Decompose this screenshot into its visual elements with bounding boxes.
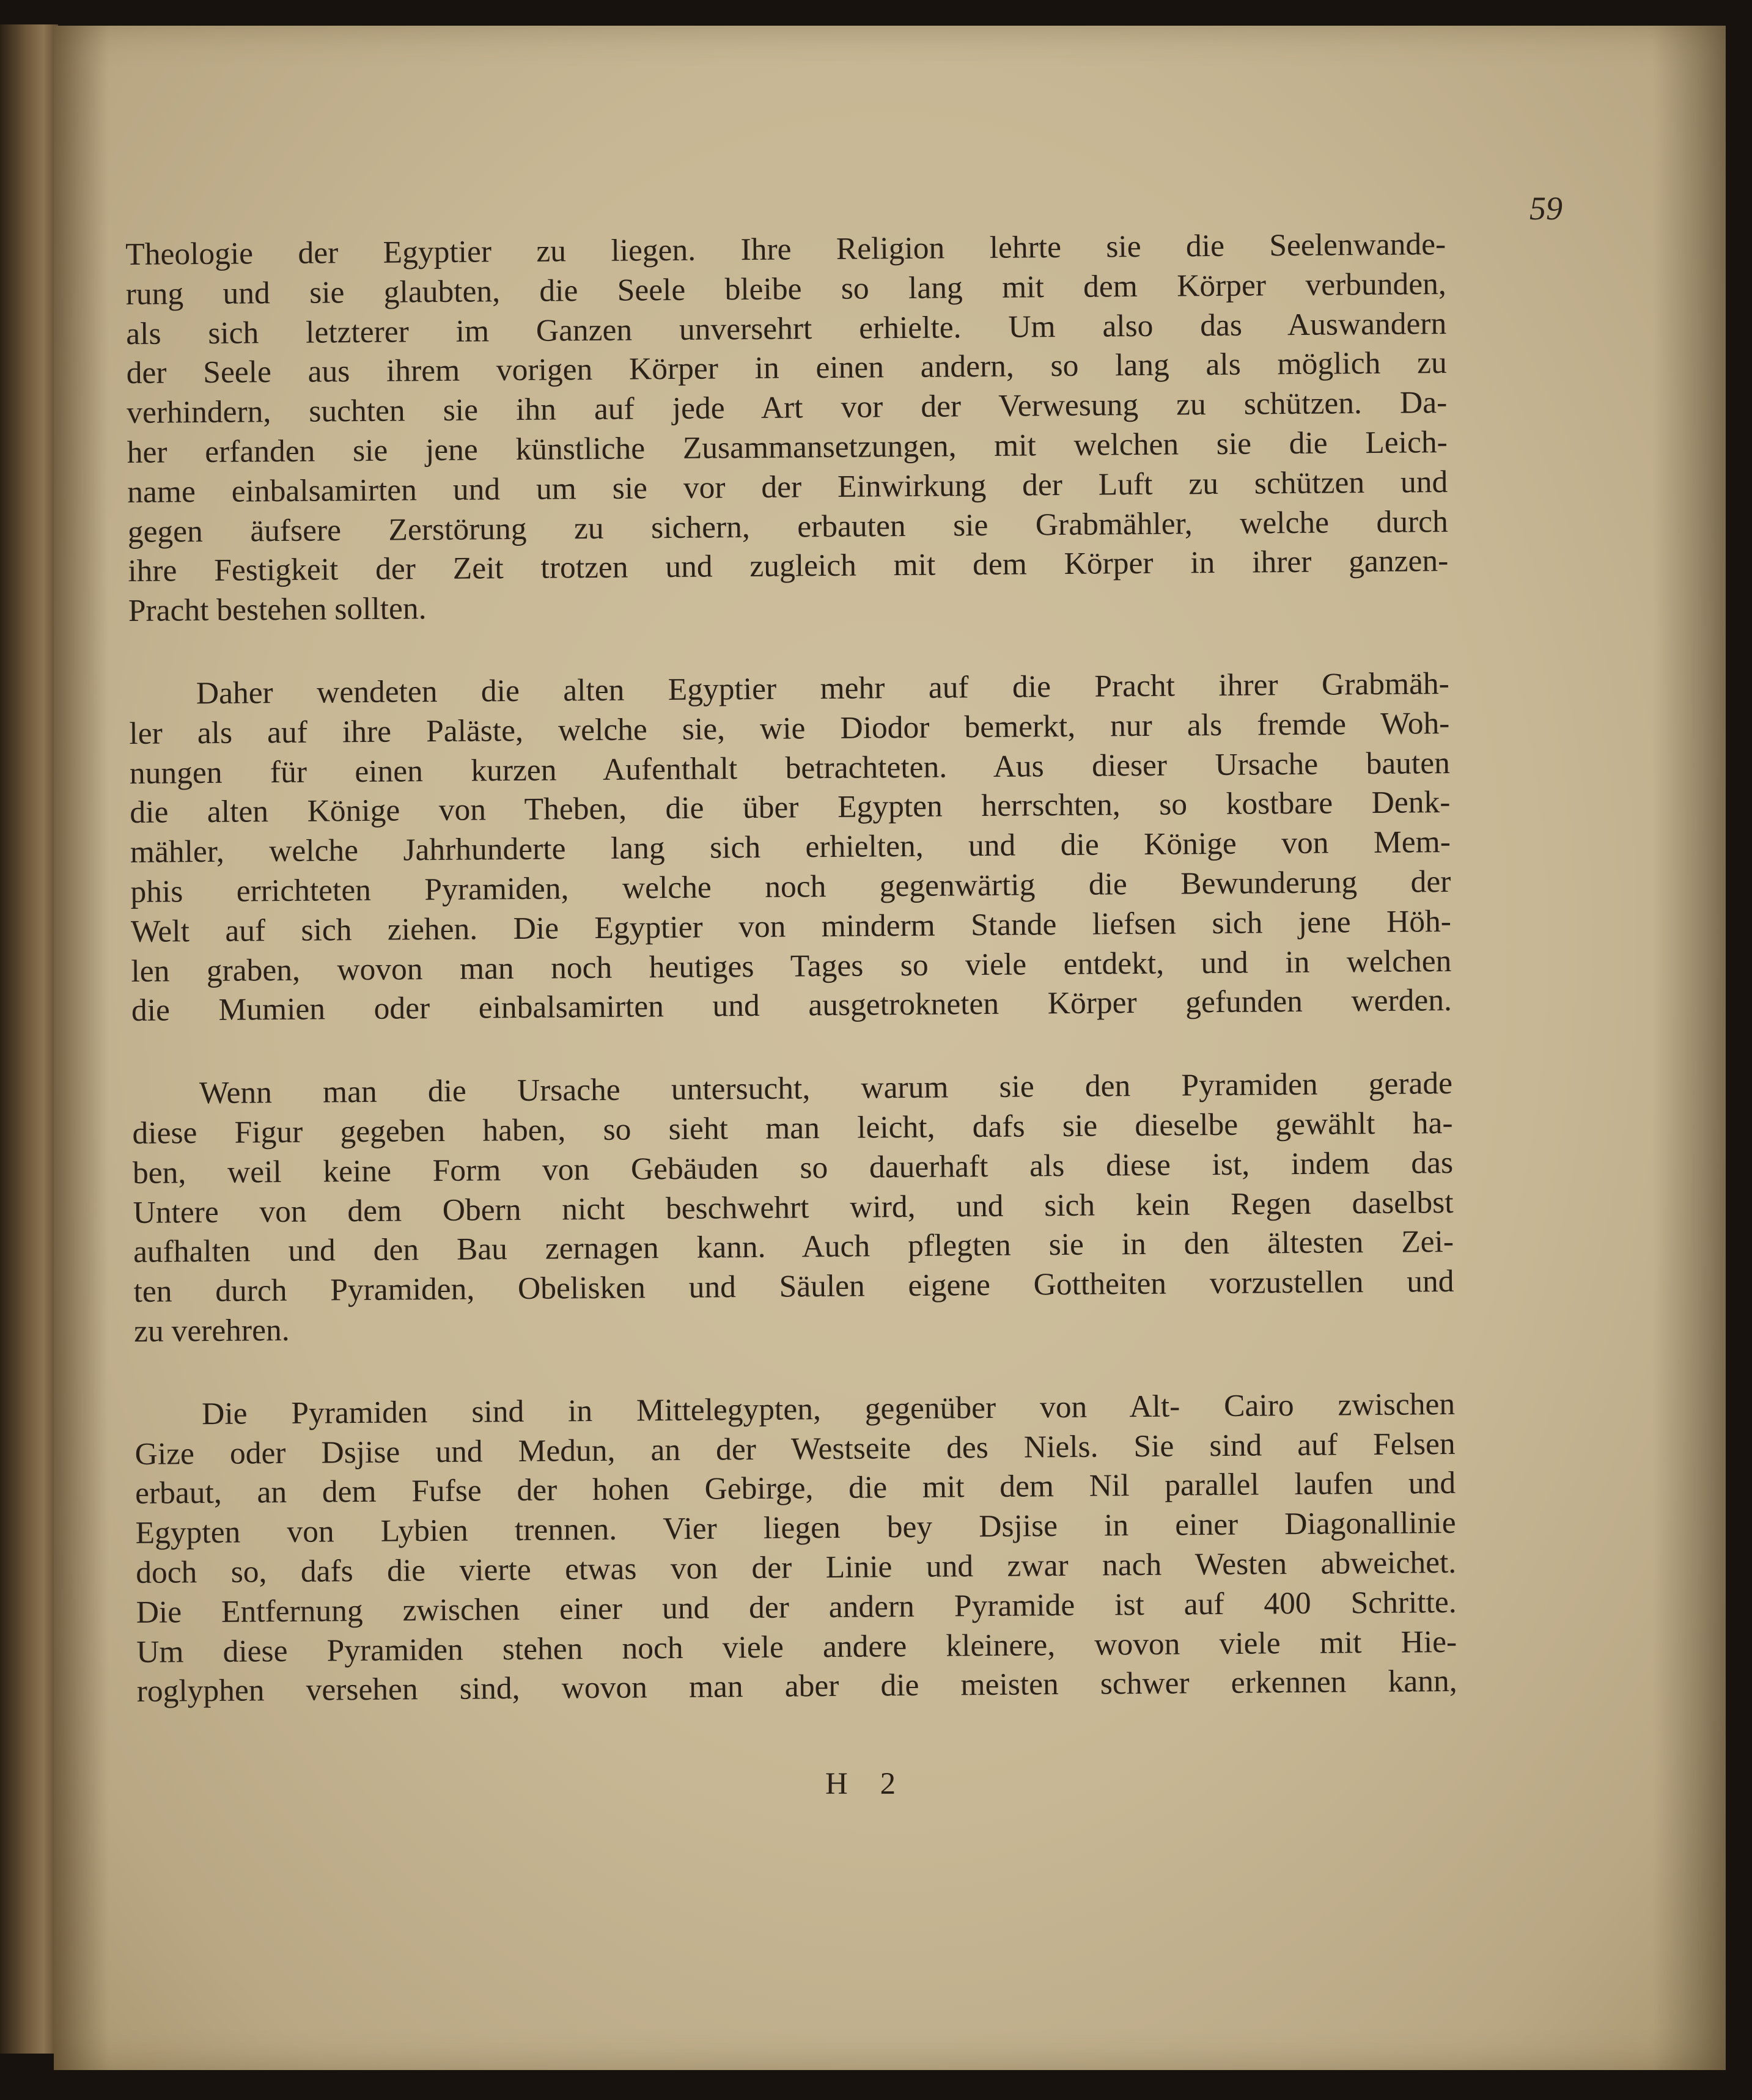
text-line: die Mumien oder einbalsamirten und ausgetrokneten Körper gefunden werden.	[131, 983, 1452, 1029]
paragraph-1	[125, 225, 1449, 631]
paragraph-4	[134, 1385, 1457, 1712]
text-line: Theologie der Egyptier zu liegen. Ihre Religion lehrte sie die Seelenwande-	[125, 227, 1446, 272]
left-page-edge	[0, 24, 58, 2054]
text-line: Welt auf sich ziehen. Die Egyptier von minderm Stande liefsen sich jene Höh-	[130, 903, 1452, 949]
paragraph-2	[129, 664, 1452, 1031]
text-line: aufhalten und den Bau zernagen kann. Auch pflegten sie in den ältesten Zei-	[133, 1224, 1454, 1270]
paragraph-3	[132, 1064, 1454, 1352]
text-line: Egypten von Lybien trennen. Vier liegen bey Dsjise in einer Diagonallinie	[135, 1505, 1456, 1551]
text-line: nungen für einen kurzen Aufenthalt betrachteten. Aus dieser Ursache bauten	[129, 745, 1451, 791]
text-line: zu verehren.	[133, 1312, 290, 1349]
text-line: Um diese Pyramiden stehen noch viele andere kleinere, wovon viele mit Hie-	[136, 1624, 1457, 1670]
text-line: als sich letzterer im Ganzen unversehrt erhielte. Um also das Auswandern	[126, 306, 1447, 351]
page-number: 59	[1529, 190, 1562, 227]
text-line: rung und sie glaubten, die Seele bleibe so lang mit dem Körper verbunden,	[125, 266, 1446, 312]
text-line: ten durch Pyramiden, Obelisken und Säulen eigene Gottheiten vorzustellen und	[133, 1264, 1454, 1310]
text-line: Wenn man die Ursache untersucht, warum sie den Pyramiden gerade	[199, 1066, 1453, 1111]
text-line: Gize oder Dsjise und Medun, an der Westseite des Niels. Sie sind auf Felsen	[134, 1426, 1456, 1472]
text-line: phis errichteten Pyramiden, welche noch gegenwärtig die Bewunderung der	[130, 864, 1451, 909]
text-line: Die Pyramiden sind in Mittelegypten, gegenüber von Alt- Cairo zwischen	[201, 1386, 1456, 1431]
text-line: Daher wendeten die alten Egyptier mehr auf die Pracht ihrer Grabmäh-	[196, 666, 1450, 711]
text-line: verhindern, suchten sie ihn auf jede Art vor der Verwesung zu schützen. Da-	[127, 385, 1448, 431]
text-line: ler als auf ihre Paläste, welche sie, wie Diodor bemerkt, nur als fremde Woh-	[129, 705, 1450, 751]
page-edge-shadow	[1652, 26, 1726, 2070]
text-line: name einbalsamirten und um sie vor der Einwirkung der Luft zu schützen und	[127, 464, 1448, 510]
body-text	[125, 225, 1457, 1712]
text-line: die alten Könige von Theben, die über Egypten herrschten, so kostbare Denk-	[130, 785, 1451, 831]
text-line: ben, weil keine Form von Gebäuden so dauerhaft als diese ist, indem das	[132, 1145, 1454, 1191]
text-line: roglyphen versehen sind, wovon man aber die meisten schwer erkennen kann,	[136, 1664, 1457, 1709]
text-line: erbaut, an dem Fufse der hohen Gebirge, die mit dem Nil parallel laufen und	[134, 1466, 1456, 1511]
text-line: len graben, wovon man noch heutiges Tages so viele entdekt, und in welchen	[131, 943, 1452, 989]
text-line: diese Figur gegeben haben, so sieht man leicht, dafs sie dieselbe gewählt ha-	[132, 1105, 1453, 1151]
text-line: ihre Festigkeit der Zeit trotzen und zugleich mit dem Körper in ihrer ganzen-	[128, 543, 1449, 589]
text-line: doch so, dafs die vierte etwas von der Linie und zwar nach Westen abweichet.	[135, 1544, 1457, 1590]
text-line: mähler, welche Jahrhunderte lang sich erhielten, und die Könige von Mem-	[130, 824, 1451, 870]
text-line: Die Entfernung zwischen einer und der andern Pyramide ist auf 400 Schritte.	[136, 1584, 1457, 1630]
gutter-shadow	[54, 26, 109, 2070]
text-line: der Seele aus ihrem vorigen Körper in einen andern, so lang als möglich zu	[126, 345, 1447, 391]
text-line: Untere von dem Obern nicht beschwehrt wird, und sich kein Regen daselbst	[133, 1184, 1454, 1230]
text-line: her erfanden sie jene künstliche Zusammansetzungen, mit welchen sie die Leich-	[127, 425, 1448, 470]
text-line: Pracht bestehen sollten.	[128, 591, 427, 629]
signature-mark: H 2	[825, 1767, 908, 1801]
text-line: gegen äufsere Zerstörung zu sichern, erbauten sie Grabmähler, welche durch	[127, 504, 1448, 549]
